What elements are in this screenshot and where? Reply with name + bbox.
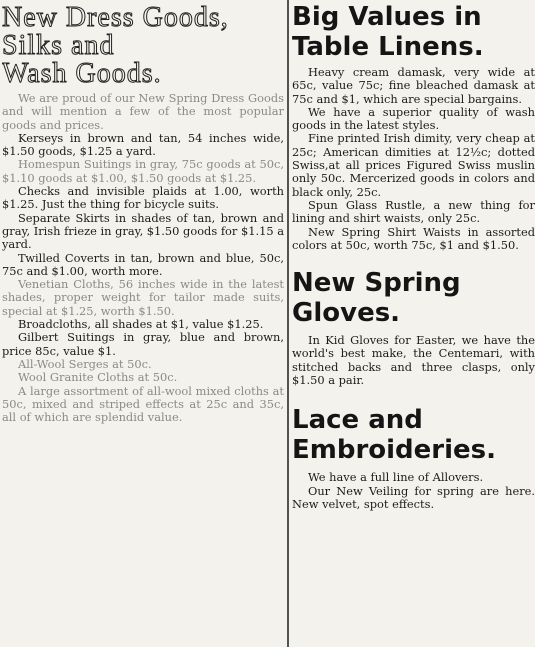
rustle-paragraph: Spun Glass Rustle, a new thing for lining and shirt waists, only 25c. [292,197,535,226]
intro-paragraph: We are proud of our New Spring Dress Goods and will mention a few of the most popular goods and prices. [2,91,284,132]
lace-heading [292,405,535,465]
damask-paragraph: Heavy cream damask, very wide at 65c, value 75c; fine bleached damask at 75c and $1, which are special bargains. [292,65,535,106]
checks-paragraph: Checks and invisible plaids at 1.00, worth $1.25. Just the thing for bicycle suits. [2,184,284,212]
gloves-heading [292,268,535,328]
coverts-paragraph: Twilled Coverts in tan, brown and blue, 50c, 75c and $1.00, worth more. [2,250,284,278]
mixed-cloths-paragraph: A large assortment of all-wool mixed cloths at 50c, mixed and striped effects at 25c and 35c, all of which are splendid value. [2,383,284,425]
heading-line: Table Linens. [292,32,484,62]
venetian-paragraph: Venetian Cloths, 56 inches wide in the latest shades, proper weight for tailor made suits, special at $1.25, worth $1.50. [2,277,284,318]
homespun-paragraph: Homespun Suitings in gray, 75c goods at 50c, $1.10 goods at $1.00, $1.50 goods at $1.25. [2,157,284,185]
heading-line: Silks and [2,30,115,61]
heading-line: Embroideries. [292,435,497,466]
veiling-paragraph: Our New Veiling for spring are here. New velvet, spot effects. [292,483,535,511]
kid-gloves-paragraph: In Kid Gloves for Easter, we have the world's best make, the Centemari, with stitched backs and three clasps, only $1.50 a pair. [292,333,535,388]
heading-line: Lace and [292,405,423,436]
heading-line: Gloves. [292,298,401,329]
left-column [2,0,284,424]
kerseys-paragraph: Kerseys in brown and tan, 54 inches wide, $1.50 goods, $1.25 a yard. [2,130,284,159]
dress-goods-heading [2,0,284,88]
heading-line: Big Values in [292,2,482,32]
gilbert-paragraph: Gilbert Suitings in gray, blue and brown, price 85c, value $1. [2,330,284,358]
serges-paragraph: All-Wool Serges at 50c. [18,356,152,371]
shirt-waists-paragraph: New Spring Shirt Waists in assorted colors at 50c, worth 75c, $1 and $1.50. [292,224,535,252]
heading-line: Wash Goods. [2,58,162,89]
allovers-paragraph: We have a full line of Allovers. [308,470,484,485]
dimity-paragraph: Fine printed Irish dimity, very cheap at 25c; American dimities at 12½c; dotted Swiss,at all prices Figured Swiss muslin only 50c. Mercerized goods in colors and black only, 25c. [292,131,535,199]
column-divider [287,0,289,647]
granite-paragraph: Wool Granite Cloths at 50c. [18,370,178,385]
broadcloths-paragraph: Broadcloths, all shades at $1, value $1.25. [18,317,264,332]
wash-goods-paragraph: We have a superior quality of wash goods in the latest styles. [292,104,535,133]
heading-line: New Dress Goods, [2,2,229,33]
table-linens-heading [292,0,535,62]
right-column [292,0,535,511]
skirts-paragraph: Separate Skirts in shades of tan, brown and gray, Irish frieze in gray, $1.50 goods for $1.15 a yard. [2,210,284,252]
heading-line: New Spring [292,268,461,299]
